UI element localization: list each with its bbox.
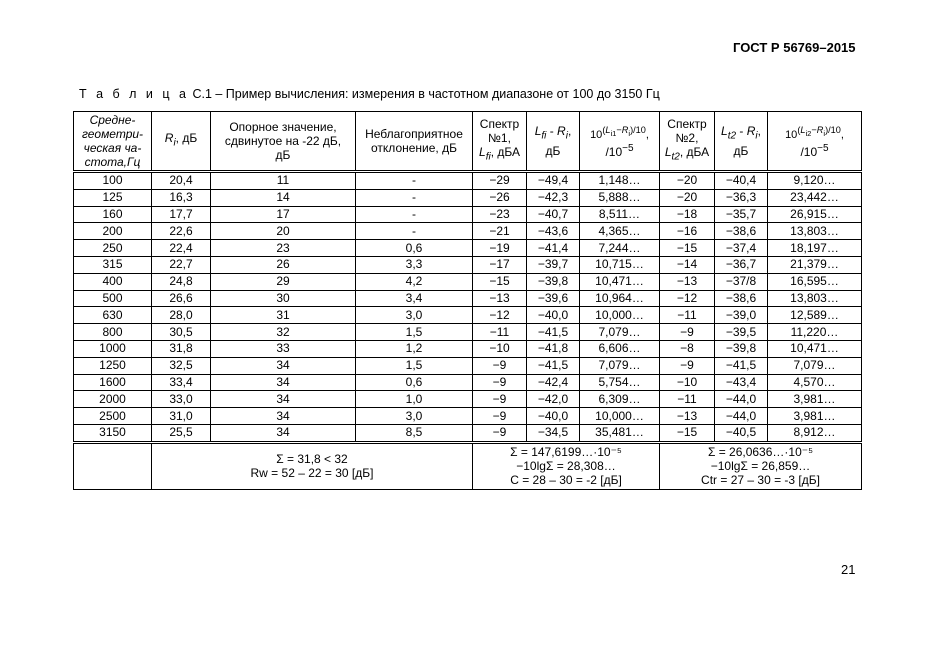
- summary-right-line2: −10lgΣ = 26,859…: [710, 459, 811, 474]
- cell-pow1: 4,365…: [580, 223, 660, 240]
- cell-spec1: −21: [473, 223, 527, 240]
- cell-freq: 100: [74, 172, 152, 190]
- cell-spec1: −9: [473, 374, 527, 391]
- cell-ref: 31: [211, 307, 356, 324]
- header-power1: $10^{(L_{i1}-R_i)/10}$, $/10^{-5}$: [580, 112, 660, 172]
- cell-l1: −39,7: [527, 256, 580, 273]
- header-power2: $10^{(L_{i2}-R_i)/10}$, $/10^{-5}$: [768, 112, 862, 172]
- cell-l1: −40,7: [527, 206, 580, 223]
- cell-spec2: −12: [660, 290, 715, 307]
- header-unfavorable: Неблагоприятное отклонение, дБ: [356, 112, 473, 172]
- cell-unfav: -: [356, 172, 473, 190]
- cell-unfav: 0,6: [356, 240, 473, 257]
- cell-freq: 3150: [74, 424, 152, 442]
- summary-mid-line3: C = 28 – 30 = -2 [дБ]: [510, 473, 622, 488]
- header-l2-minus-ri: $L_{t2} - R_i$, дБ: [715, 112, 768, 172]
- header-l1-minus-ri: $L_{fi} - R_i$, дБ: [527, 112, 580, 172]
- cell-l2: −38,6: [715, 290, 768, 307]
- cell-unfav: 1,5: [356, 357, 473, 374]
- caption-text: С.1 – Пример вычисления: измерения в частотном диапазоне от 100 до 3150 Гц: [188, 87, 660, 101]
- header-spectrum1: Спектр №1, $L_{fi}$, дБА: [473, 112, 527, 172]
- cell-freq: 160: [74, 206, 152, 223]
- cell-l1: −41,5: [527, 357, 580, 374]
- cell-freq: 200: [74, 223, 152, 240]
- summary-mid-line1: Σ = 147,6199…·10⁻⁵: [510, 445, 622, 460]
- cell-pow1: 5,754…: [580, 374, 660, 391]
- cell-pow1: 1,148…: [580, 172, 660, 190]
- cell-spec1: −15: [473, 273, 527, 290]
- cell-spec1: −29: [473, 172, 527, 190]
- header-frequency: Средне- геометри- ческая ча- стота,Гц: [74, 112, 152, 172]
- cell-freq: 2000: [74, 391, 152, 408]
- summary-left: [152, 442, 473, 489]
- cell-freq: 125: [74, 189, 152, 206]
- cell-spec2: −10: [660, 374, 715, 391]
- cell-unfav: -: [356, 223, 473, 240]
- cell-pow2: 26,915…: [768, 206, 862, 223]
- cell-ref: 33: [211, 340, 356, 357]
- cell-spec2: −11: [660, 391, 715, 408]
- cell-ref: 34: [211, 408, 356, 425]
- cell-spec2: −9: [660, 357, 715, 374]
- cell-ref: 29: [211, 273, 356, 290]
- cell-pow2: 8,912…: [768, 424, 862, 442]
- cell-freq: 1250: [74, 357, 152, 374]
- cell-ref: 34: [211, 357, 356, 374]
- cell-pow1: 6,606…: [580, 340, 660, 357]
- cell-spec2: −15: [660, 424, 715, 442]
- cell-ref: 17: [211, 206, 356, 223]
- cell-unfav: 1,2: [356, 340, 473, 357]
- cell-ref: 30: [211, 290, 356, 307]
- cell-ri: 16,3: [152, 189, 211, 206]
- table-row: [74, 391, 862, 408]
- table-row: [74, 189, 862, 206]
- cell-l2: −44,0: [715, 408, 768, 425]
- table-row: [74, 273, 862, 290]
- cell-ref: 23: [211, 240, 356, 257]
- cell-spec1: −9: [473, 408, 527, 425]
- cell-unfav: 1,0: [356, 391, 473, 408]
- cell-pow2: 7,079…: [768, 357, 862, 374]
- cell-l1: −34,5: [527, 424, 580, 442]
- cell-pow2: 10,471…: [768, 340, 862, 357]
- cell-l2: −43,4: [715, 374, 768, 391]
- summary-right: [660, 442, 862, 489]
- cell-spec2: −8: [660, 340, 715, 357]
- cell-l1: −40,0: [527, 408, 580, 425]
- cell-freq: 1000: [74, 340, 152, 357]
- table-row: [74, 408, 862, 425]
- cell-l1: −40,0: [527, 307, 580, 324]
- cell-l2: −36,7: [715, 256, 768, 273]
- caption-label: Т а б л и ц а: [79, 87, 189, 101]
- cell-ri: 22,7: [152, 256, 211, 273]
- table-row: [74, 290, 862, 307]
- cell-l1: −39,8: [527, 273, 580, 290]
- cell-unfav: -: [356, 206, 473, 223]
- cell-l1: −39,6: [527, 290, 580, 307]
- cell-spec1: −13: [473, 290, 527, 307]
- cell-ri: 22,4: [152, 240, 211, 257]
- cell-spec1: −23: [473, 206, 527, 223]
- cell-spec2: −14: [660, 256, 715, 273]
- cell-spec1: −19: [473, 240, 527, 257]
- cell-spec1: −9: [473, 357, 527, 374]
- cell-ri: 31,8: [152, 340, 211, 357]
- cell-spec1: −11: [473, 324, 527, 341]
- cell-ref: 34: [211, 374, 356, 391]
- cell-unfav: -: [356, 189, 473, 206]
- cell-spec2: −20: [660, 189, 715, 206]
- cell-pow2: 12,589…: [768, 307, 862, 324]
- cell-l1: −41,5: [527, 324, 580, 341]
- cell-freq: 630: [74, 307, 152, 324]
- cell-ref: 34: [211, 424, 356, 442]
- cell-l1: −42,0: [527, 391, 580, 408]
- cell-ref: 20: [211, 223, 356, 240]
- cell-spec2: −20: [660, 172, 715, 190]
- table-row: [74, 424, 862, 442]
- cell-l1: −42,4: [527, 374, 580, 391]
- cell-spec2: −18: [660, 206, 715, 223]
- cell-spec2: −13: [660, 408, 715, 425]
- cell-ri: 28,0: [152, 307, 211, 324]
- cell-pow2: 13,803…: [768, 223, 862, 240]
- cell-l1: −41,8: [527, 340, 580, 357]
- table-row: [74, 223, 862, 240]
- cell-spec2: −9: [660, 324, 715, 341]
- cell-l2: −37,4: [715, 240, 768, 257]
- table-row: [74, 324, 862, 341]
- cell-unfav: 8,5: [356, 424, 473, 442]
- header-ri: $R_i$, дБ: [152, 112, 211, 172]
- cell-unfav: 3,4: [356, 290, 473, 307]
- summary-left-line2: Rw = 52 – 22 = 30 [дБ]: [250, 466, 374, 481]
- summary-mid-line2: −10lgΣ = 28,308…: [516, 459, 616, 474]
- cell-freq: 400: [74, 273, 152, 290]
- cell-pow1: 8,511…: [580, 206, 660, 223]
- cell-ri: 33,0: [152, 391, 211, 408]
- cell-unfav: 3,0: [356, 408, 473, 425]
- table-row: [74, 357, 862, 374]
- cell-l2: −36,3: [715, 189, 768, 206]
- cell-ri: 22,6: [152, 223, 211, 240]
- summary-right-line3: Ctr = 27 – 30 = -3 [дБ]: [701, 473, 820, 488]
- cell-freq: 2500: [74, 408, 152, 425]
- cell-pow2: 9,120…: [768, 172, 862, 190]
- cell-l2: −40,4: [715, 172, 768, 190]
- cell-ref: 11: [211, 172, 356, 190]
- cell-spec1: −12: [473, 307, 527, 324]
- cell-spec1: −9: [473, 391, 527, 408]
- table-row: [74, 340, 862, 357]
- cell-l2: −39,5: [715, 324, 768, 341]
- cell-spec1: −9: [473, 424, 527, 442]
- cell-spec2: −13: [660, 273, 715, 290]
- cell-ri: 25,5: [152, 424, 211, 442]
- summary-left-line1: Σ = 31,8 < 32: [276, 452, 348, 467]
- cell-spec1: −10: [473, 340, 527, 357]
- cell-unfav: 4,2: [356, 273, 473, 290]
- cell-pow2: 21,379…: [768, 256, 862, 273]
- cell-pow1: 10,471…: [580, 273, 660, 290]
- cell-freq: 250: [74, 240, 152, 257]
- table-row: [74, 172, 862, 190]
- cell-l2: −44,0: [715, 391, 768, 408]
- cell-pow2: 3,981…: [768, 408, 862, 425]
- cell-pow2: 18,197…: [768, 240, 862, 257]
- header-reference: Опорное значение, сдвинутое на -22 дБ, дБ: [211, 112, 356, 172]
- cell-ri: 31,0: [152, 408, 211, 425]
- cell-freq: 315: [74, 256, 152, 273]
- cell-ri: 26,6: [152, 290, 211, 307]
- cell-pow2: 11,220…: [768, 324, 862, 341]
- cell-pow1: 6,309…: [580, 391, 660, 408]
- cell-l2: −39,0: [715, 307, 768, 324]
- cell-pow1: 10,000…: [580, 408, 660, 425]
- cell-ri: 24,8: [152, 273, 211, 290]
- cell-l2: −40,5: [715, 424, 768, 442]
- cell-pow2: 23,442…: [768, 189, 862, 206]
- cell-l1: −49,4: [527, 172, 580, 190]
- cell-l1: −41,4: [527, 240, 580, 257]
- cell-ri: 33,4: [152, 374, 211, 391]
- cell-l1: −43,6: [527, 223, 580, 240]
- cell-pow2: 3,981…: [768, 391, 862, 408]
- cell-pow1: 10,000…: [580, 307, 660, 324]
- cell-ri: 20,4: [152, 172, 211, 190]
- cell-pow1: 7,079…: [580, 324, 660, 341]
- cell-spec2: −15: [660, 240, 715, 257]
- cell-ref: 34: [211, 391, 356, 408]
- cell-spec2: −11: [660, 307, 715, 324]
- cell-unfav: 3,3: [356, 256, 473, 273]
- page-number: 21: [841, 562, 856, 577]
- cell-pow2: 4,570…: [768, 374, 862, 391]
- cell-ref: 14: [211, 189, 356, 206]
- summary-right-line1: Σ = 26,0636…·10⁻⁵: [707, 445, 814, 460]
- cell-l2: −41,5: [715, 357, 768, 374]
- cell-unfav: 3,0: [356, 307, 473, 324]
- cell-l2: −38,6: [715, 223, 768, 240]
- cell-unfav: 0,6: [356, 374, 473, 391]
- summary-middle: [473, 442, 660, 489]
- table-row: [74, 256, 862, 273]
- standard-number: ГОСТ Р 56769–2015: [733, 40, 856, 55]
- cell-pow2: 16,595…: [768, 273, 862, 290]
- cell-pow1: 7,079…: [580, 357, 660, 374]
- cell-pow1: 35,481…: [580, 424, 660, 442]
- cell-l2: −35,7: [715, 206, 768, 223]
- summary-empty: [74, 442, 152, 489]
- cell-ri: 17,7: [152, 206, 211, 223]
- cell-freq: 1600: [74, 374, 152, 391]
- cell-l2: −37/8: [715, 273, 768, 290]
- cell-pow2: 13,803…: [768, 290, 862, 307]
- cell-l1: −42,3: [527, 189, 580, 206]
- table-row: [74, 206, 862, 223]
- calculation-table: [73, 111, 862, 490]
- cell-freq: 500: [74, 290, 152, 307]
- cell-freq: 800: [74, 324, 152, 341]
- cell-spec1: −17: [473, 256, 527, 273]
- cell-ref: 32: [211, 324, 356, 341]
- cell-pow1: 7,244…: [580, 240, 660, 257]
- table-caption: [79, 87, 660, 101]
- cell-ri: 32,5: [152, 357, 211, 374]
- cell-ri: 30,5: [152, 324, 211, 341]
- cell-pow1: 5,888…: [580, 189, 660, 206]
- cell-l2: −39,8: [715, 340, 768, 357]
- table-row: [74, 240, 862, 257]
- table-row: [74, 307, 862, 324]
- cell-ref: 26: [211, 256, 356, 273]
- cell-pow1: 10,964…: [580, 290, 660, 307]
- header-spectrum2: Спектр №2, $L_{t2}$, дБА: [660, 112, 715, 172]
- cell-spec1: −26: [473, 189, 527, 206]
- cell-unfav: 1,5: [356, 324, 473, 341]
- cell-spec2: −16: [660, 223, 715, 240]
- cell-pow1: 10,715…: [580, 256, 660, 273]
- table-row: [74, 374, 862, 391]
